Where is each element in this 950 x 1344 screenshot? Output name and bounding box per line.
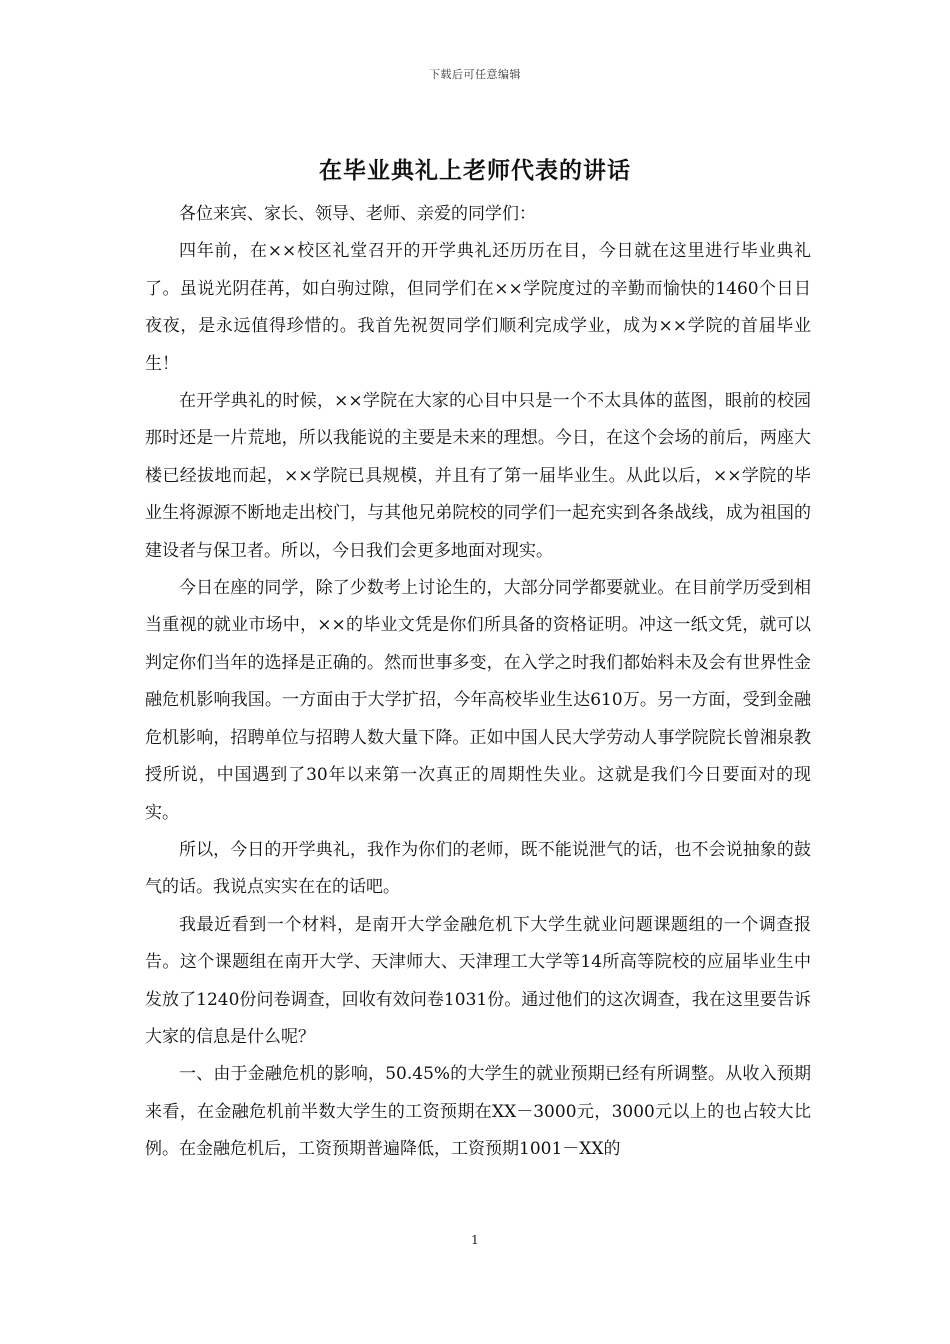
document-title: 在毕业典礼上老师代表的讲话 [319, 157, 631, 184]
paragraph: 四年前，在××校区礼堂召开的开学典礼还历历在目，今日就在这里进行毕业典礼了。虽说光阴荏苒，如白驹过隙，但同学们在××学院度过的辛勤而愉快的1460个日日夜夜，是永远值得珍惜的。我首先祝贺同学们顺利完成学业，成为××学院的首届毕业生！ [145, 241, 811, 374]
page-header-note: 下载后可任意编辑 [429, 68, 521, 81]
paragraph: 我最近看到一个材料，是南开大学金融危机下大学生就业问题课题组的一个调查报告。这个课题组在南开大学、天津师大、天津理工大学等14所高等院校的应届毕业生中发放了1240份问卷调查，回收有效问卷1031份。通过他们的这次调查，我在这里要告诉大家的信息是什么呢？ [145, 914, 811, 1047]
paragraph: 所以，今日的开学典礼，我作为你们的老师，既不能说泄气的话，也不会说抽象的鼓气的话。我说点实实在在的话吧。 [145, 839, 811, 898]
paragraph: 在开学典礼的时候，××学院在大家的心目中只是一个不太具体的蓝图，眼前的校园那时还是一片荒地，所以我能说的主要是未来的理想。今日，在这个会场的前后，两座大楼已经拔地而起，××学院已具规模，并且有了第一届毕业生。从此以后，××学院的毕业生将源源不断地走出校门，与其他兄弟院校的同学们一起充实到各条战线，成为祖国的建设者与保卫者。所以，今日我们会更多地面对现实。 [145, 391, 811, 561]
document-body [145, 196, 811, 1169]
page-number: 1 [471, 1233, 479, 1247]
paragraph: 今日在座的同学，除了少数考上讨论生的，大部分同学都要就业。在目前学历受到相当重视的就业市场中，××的毕业文凭是你们所具备的资格证明。冲这一纸文凭，就可以判定你们当年的选择是正确的。然而世事多变，在入学之时我们都始料未及会有世界性金融危机影响我国。一方面由于大学扩招，今年高校毕业生达610万。另一方面，受到金融危机影响，招聘单位与招聘人数大量下降。正如中国人民大学劳动人事学院院长曾湘泉教授所说，中国遇到了30年以来第一次真正的周期性失业。这就是我们今日要面对的现实。 [145, 578, 811, 823]
paragraph: 一、由于金融危机的影响，50.45%的大学生的就业预期已经有所调整。从收入预期来看，在金融危机前半数大学生的工资预期在XX－3000元，3000元以上的也占较大比例。在金融危机后，工资预期普遍降低，工资预期1001－XX的 [145, 1064, 811, 1160]
paragraph-salutation: 各位来宾、家长、领导、老师、亲爱的同学们： [179, 204, 536, 224]
